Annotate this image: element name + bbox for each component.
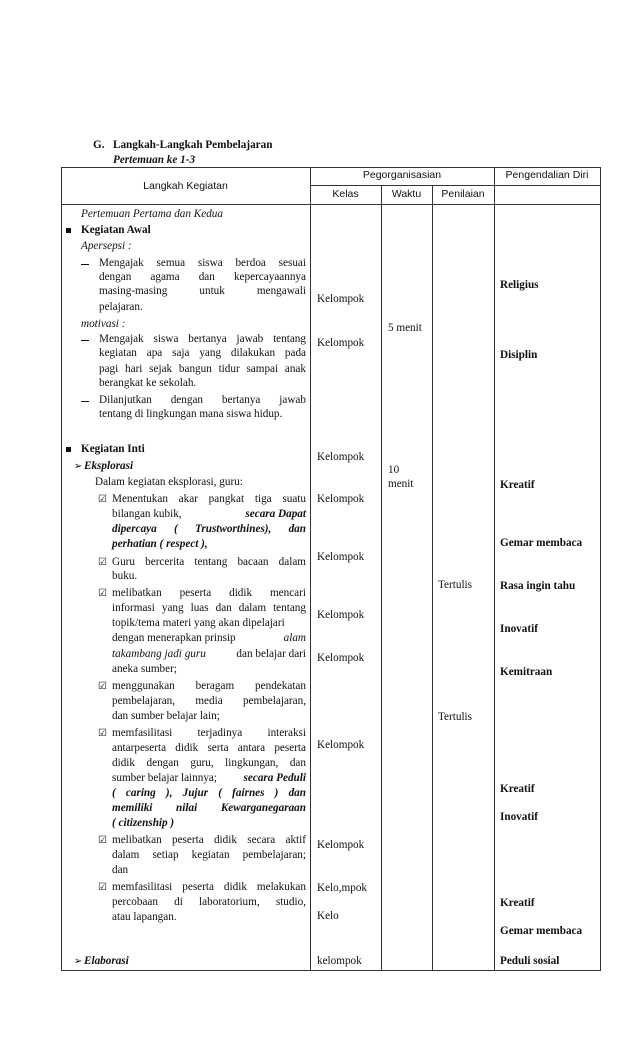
pengendalian-cell: Religius (500, 279, 539, 291)
arrow-bullet-icon: ➢ (74, 461, 83, 472)
eksplorasi-4-line-1: menggunakan beragam pendekatan (112, 680, 306, 692)
eksplorasi-3-line-5b: dan belajar dari (236, 648, 306, 660)
motivasi-1-line-3: pagi hari sejak bangun tidur sampai anak (99, 363, 306, 375)
pengendalian-cell: Kreatif (500, 479, 535, 491)
eksplorasi-5-line-7: ( citizenship ) (112, 817, 175, 829)
motivasi-2-line-1: Dilanjutkan dengan bertanya jawab (99, 394, 306, 406)
section-title: Langkah-Langkah Pembelajaran (113, 139, 273, 151)
checkbox-bullet-icon: ☑ (98, 728, 107, 739)
section-letter: G. (93, 139, 105, 151)
checkbox-bullet-icon: ☑ (98, 882, 107, 893)
square-bullet-icon (66, 447, 71, 452)
header-pegorganisasian: Pegorganisasian (362, 169, 442, 181)
motivasi-1-line-1: Mengajak siswa bertanya jawab tentang (99, 333, 306, 345)
eksplorasi-7-line-2: percobaan di laboratorium, studio, (112, 896, 306, 908)
eksplorasi-4-line-3: dan sumber belajar lain; (112, 710, 220, 722)
eksplorasi-1-line-4: perhatian ( respect ), (112, 538, 208, 550)
checkbox-bullet-icon: ☑ (98, 494, 107, 505)
pengendalian-cell: Kreatif (500, 897, 535, 909)
header-waktu: Waktu (391, 188, 422, 200)
eksplorasi-7-line-1: memfasilitasi peserta didik melakukan (112, 881, 306, 893)
apersepsi-line-3: masing-masing untuk mengawali (99, 285, 306, 297)
kelas-cell: Kelompok (317, 493, 365, 505)
waktu-cell: 10 (388, 464, 400, 476)
apersepsi-line-2: dengan agama dan kepercayaannya (99, 271, 306, 283)
kegiatan-inti-heading: Kegiatan Inti (81, 443, 145, 455)
kelas-cell: Kelompok (317, 337, 365, 349)
eksplorasi-6-line-3: dan (112, 864, 129, 876)
eksplorasi-7-line-3: atau lapangan. (112, 911, 177, 923)
kelas-cell: Kelompok (317, 609, 365, 621)
eksplorasi-5-line-1: memfasilitasi terjadinya interaksi (112, 727, 306, 739)
eksplorasi-3-line-4a: dengan menerapkan prinsip (112, 632, 236, 644)
apersepsi-label: Apersepsi : (81, 240, 132, 252)
eksplorasi-5-line-4a: sumber belajar lainnya; (112, 772, 217, 784)
eksplorasi-1-line-2b: secara Dapat (245, 508, 306, 520)
pengendalian-cell: Inovatif (500, 811, 538, 823)
eksplorasi-3-line-4b: alam (283, 632, 306, 644)
kelas-cell: Kelompok (317, 652, 365, 664)
eksplorasi-4-line-2: pembelajaran, media pembelajaran, (112, 695, 306, 707)
dash-bullet-icon (81, 264, 89, 265)
eksplorasi-5-line-6: memiliki nilai Kewarganegaraan (112, 802, 306, 814)
pengendalian-cell: Inovatif (500, 623, 538, 635)
pengendalian-cell: Disiplin (500, 349, 538, 361)
kelas-cell: Kelo,mpok (317, 882, 368, 894)
pengendalian-cell: Gemar membaca (500, 925, 583, 937)
eksplorasi-1-line-3: dipercaya ( Trustworthines), dan (112, 523, 306, 535)
kelas-cell: Kelompok (317, 839, 365, 851)
kelas-cell: Kelompok (317, 293, 365, 305)
kelas-cell: Kelompok (317, 739, 365, 751)
kelas-cell: Kelompok (317, 451, 365, 463)
pengendalian-cell: Kreatif (500, 783, 535, 795)
eksplorasi-3-line-6: aneka sumber; (112, 663, 177, 675)
motivasi-2-line-2: tentang di lingkungan mana siswa hidup. (99, 408, 283, 420)
pengendalian-cell: Gemar membaca (500, 537, 583, 549)
header-langkah-kegiatan: Langkah Kegiatan (143, 180, 228, 192)
eksplorasi-3-line-2: informasi yang luas dan dalam tentang (112, 602, 306, 614)
checkbox-bullet-icon: ☑ (98, 835, 107, 846)
kelas-cell: kelompok (317, 955, 362, 967)
dash-bullet-icon (81, 340, 89, 341)
arrow-bullet-icon: ➢ (74, 956, 83, 967)
kelas-cell: Kelo (317, 910, 339, 922)
square-bullet-icon (66, 228, 71, 233)
eksplorasi-3-line-1: melibatkan peserta didik mencari (112, 587, 306, 599)
checkbox-bullet-icon: ☑ (98, 681, 107, 692)
eksplorasi-1-line-2a: bilangan kubik, (112, 508, 182, 520)
eksplorasi-5-line-3: didik dengan guru, lingkungan, dan (112, 757, 306, 769)
eksplorasi-6-line-1: melibatkan peserta didik secara aktif (112, 834, 306, 846)
eksplorasi-2-line-2: buku. (112, 570, 138, 582)
motivasi-1-line-4: berangkat ke sekolah. (99, 377, 197, 389)
eksplorasi-5-line-5: ( caring ), Jujur ( fairnes ) dan (112, 787, 306, 799)
pengendalian-cell: Peduli sosial (500, 955, 560, 967)
waktu-cell: menit (388, 478, 414, 490)
section-subtitle: Pertemuan ke 1-3 (113, 154, 196, 166)
waktu-cell: 5 menit (388, 322, 422, 334)
header-penilaian: Penilaian (441, 188, 485, 200)
kegiatan-awal-heading: Kegiatan Awal (81, 224, 151, 236)
penilaian-cell: Tertulis (438, 579, 473, 591)
eksplorasi-1-line-1: Menentukan akar pangkat tiga suatu (112, 493, 306, 505)
eksplorasi-3-line-3: topik/tema materi yang akan dipelajari (112, 617, 285, 629)
header-kelas: Kelas (332, 188, 359, 200)
dash-bullet-icon (81, 401, 89, 402)
penilaian-cell: Tertulis (438, 711, 473, 723)
header-pengendalian-diri: Pengendalian Diri (505, 169, 589, 181)
eksplorasi-6-line-2: dalam setiap kegiatan pembelajaran; (112, 849, 306, 861)
pengendalian-cell: Rasa ingin tahu (500, 580, 576, 592)
eksplorasi-5-line-4b: secara Peduli (243, 772, 306, 784)
eksplorasi-5-line-2: antarpeserta didik serta antara peserta (112, 742, 306, 754)
motivasi-label: motivasi : (81, 318, 126, 330)
apersepsi-line-4: pelajaran. (99, 301, 143, 313)
eksplorasi-3-line-5a: takambang jadi guru (112, 648, 206, 660)
eksplorasi-2-line-1: Guru bercerita tentang bacaan dalam (112, 556, 306, 568)
eksplorasi-heading: Eksplorasi (84, 460, 134, 472)
apersepsi-line-1: Mengajak semua siswa berdoa sesuai (99, 257, 306, 269)
motivasi-1-line-2: kegiatan apa saja yang dilakukan pada (99, 347, 306, 359)
elaborasi-heading: Elaborasi (84, 955, 129, 967)
kelas-cell: Kelompok (317, 551, 365, 563)
checkbox-bullet-icon: ☑ (98, 588, 107, 599)
pertemuan-label: Pertemuan Pertama dan Kedua (81, 208, 223, 220)
pengendalian-cell: Kemitraan (500, 666, 553, 678)
eksplorasi-intro: Dalam kegiatan eksplorasi, guru: (95, 476, 243, 488)
checkbox-bullet-icon: ☑ (98, 557, 107, 568)
